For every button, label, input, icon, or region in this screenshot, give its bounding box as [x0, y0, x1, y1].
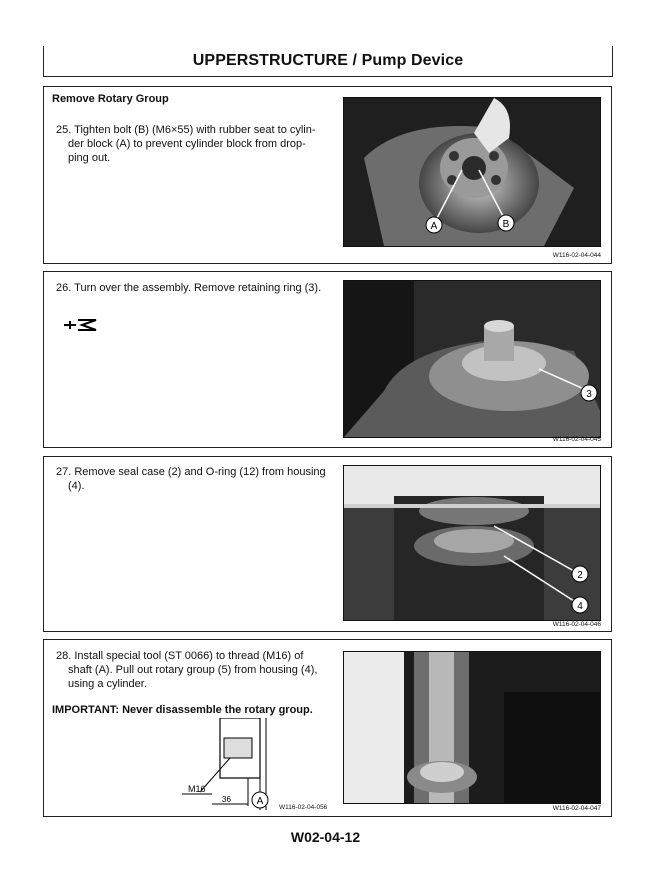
text-line: 25. Tighten bolt (B) (M6×55) with rubber seat to cylin- [56, 124, 316, 136]
step-28-text [56, 649, 326, 691]
callout-4: 4 [577, 601, 583, 612]
section-heading: Remove Rotary Group [52, 93, 169, 105]
text-line: der block (A) to prevent cylinder block from drop- [68, 138, 306, 150]
callout-b: B [502, 219, 510, 230]
figure-code: W116-02-04-044 [552, 252, 601, 259]
step-27-section [43, 456, 612, 632]
step-25-photo [343, 97, 601, 247]
text-line: (4). [68, 480, 85, 492]
figure-code: W116-02-04-047 [552, 805, 601, 812]
figure-code: W116-02-04-045 [552, 436, 601, 443]
text-line: shaft (A). Pull out rotary group (5) from housing (4), [68, 664, 318, 676]
step-26-section [43, 271, 612, 448]
callout-a: A [430, 221, 438, 232]
callout-3: 3 [586, 389, 592, 400]
step-28-section [43, 639, 612, 817]
step-25-text [56, 123, 326, 165]
step-27-text [56, 465, 326, 493]
thread-label: M16 [188, 784, 206, 794]
dimension-label: 36 [222, 795, 231, 804]
figure-code: W116-02-04-046 [552, 621, 601, 628]
text-line: using a cylinder. [68, 678, 147, 690]
page-number: W02-04-12 [290, 829, 361, 845]
text-line: ping out. [68, 152, 111, 164]
tool-drawing [140, 718, 290, 810]
drawing-code: W116-02-04-056 [279, 804, 328, 811]
text-line: 27. Remove seal case (2) and O-ring (12) from housing [56, 466, 326, 478]
text-line: 28. Install special tool (ST 0066) to thread (M16) of [56, 650, 304, 662]
page-title: UPPERSTRUCTURE / Pump Device [192, 52, 464, 69]
callout-2: 2 [577, 570, 583, 581]
callout-a: A [256, 796, 264, 807]
step-25-section [43, 86, 612, 264]
step-26-photo [343, 280, 601, 438]
caution-hand-icon [62, 316, 102, 334]
page-header [43, 46, 613, 77]
step-28-photo [343, 651, 601, 804]
important-note: IMPORTANT: Never disassemble the rotary group. [52, 704, 313, 716]
step-27-photo [343, 465, 601, 621]
step-26-text: 26. Turn over the assembly. Remove retaining ring (3). [56, 282, 322, 294]
